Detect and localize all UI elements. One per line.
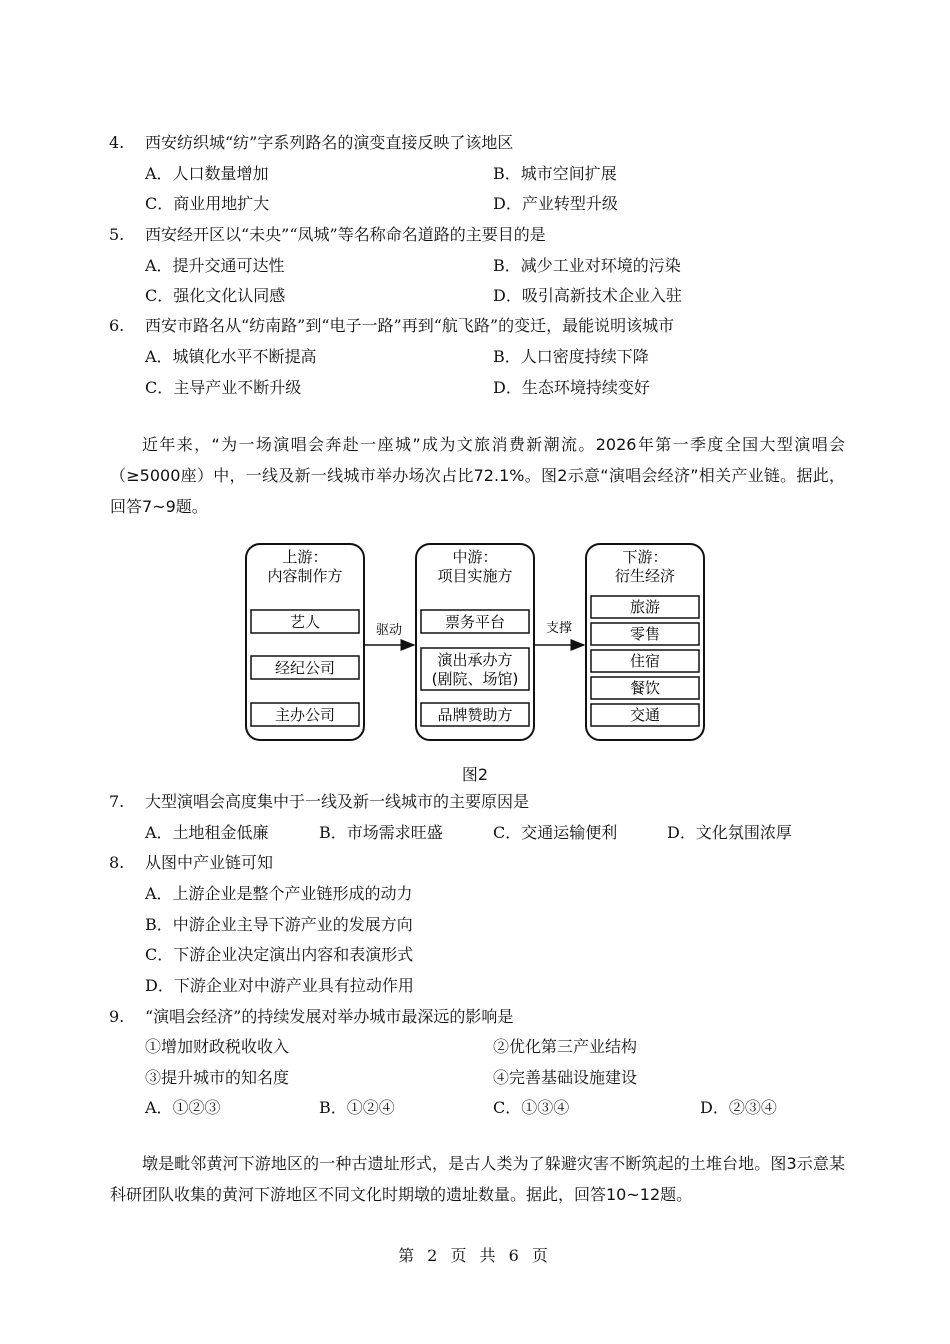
question-5-option-d: D．吸引高新技术企业入驻 bbox=[493, 286, 682, 305]
downstream-title-2: 衍生经济 bbox=[614, 567, 676, 585]
question-6-option-a: A．城镇化水平不断提高 bbox=[145, 347, 317, 366]
upstream-title-2: 内容制作方 bbox=[267, 567, 343, 585]
page-footer: 第 2 页 共 6 页 bbox=[398, 1246, 552, 1265]
midstream-column bbox=[416, 544, 534, 740]
downstream-item-lodging: 住宿 bbox=[629, 652, 661, 670]
question-4-option-c: C．商业用地扩大 bbox=[145, 194, 270, 213]
upstream-item-agency: 经纪公司 bbox=[274, 659, 336, 677]
question-4-stem: 西安纺织城“纺”字系列路名的演变直接反映了该地区 bbox=[145, 133, 514, 152]
question-9-stem: “演唱会经济”的持续发展对举办城市最深远的影响是 bbox=[145, 1007, 514, 1026]
question-7-number: 7. bbox=[109, 792, 125, 811]
downstream-item-catering: 餐饮 bbox=[629, 679, 661, 697]
figure-2-caption: 图2 bbox=[461, 765, 489, 784]
question-8-option-b: B．中游企业主导下游产业的发展方向 bbox=[145, 915, 413, 934]
question-9-option-a: A．①②③ bbox=[145, 1098, 221, 1117]
question-9-option-c: C．①③④ bbox=[493, 1098, 570, 1117]
question-6-option-d: D．生态环境持续变好 bbox=[493, 378, 650, 397]
question-4-option-b: B．城市空间扩展 bbox=[493, 164, 617, 183]
question-5-stem: 西安经开区以“未央”“凤城”等名称命名道路的主要目的是 bbox=[145, 225, 546, 244]
question-8-number: 8. bbox=[109, 853, 125, 872]
question-7-option-b: B．市场需求旺盛 bbox=[319, 823, 443, 842]
question-5-number: 5. bbox=[109, 225, 125, 244]
question-8-stem: 从图中产业链可知 bbox=[145, 853, 274, 872]
question-7-option-d: D．文化氛围浓厚 bbox=[667, 823, 792, 842]
midstream-item-contractor-note: (剧院、场馆) bbox=[431, 670, 519, 688]
question-9-option-d: D．②③④ bbox=[700, 1098, 777, 1117]
upstream-title-1: 上游： bbox=[282, 548, 328, 566]
question-4-option-a: A．人口数量增加 bbox=[145, 164, 269, 183]
upstream-column bbox=[246, 544, 364, 740]
question-9-number: 9. bbox=[109, 1007, 125, 1026]
question-9-item-3: ③提升城市的知名度 bbox=[145, 1068, 290, 1087]
downstream-item-transport: 交通 bbox=[629, 706, 661, 724]
question-6-stem: 西安市路名从“纺南路”到“电子一路”再到“航飞路”的变迁，最能说明该城市 bbox=[145, 316, 675, 335]
arrow-support-label: 支撑 bbox=[545, 621, 573, 636]
question-6-option-b: B．人口密度持续下降 bbox=[493, 347, 649, 366]
question-6-number: 6. bbox=[109, 316, 125, 335]
downstream-item-retail: 零售 bbox=[629, 625, 661, 643]
downstream-item-tourism: 旅游 bbox=[629, 598, 661, 616]
midstream-item-sponsor: 品牌赞助方 bbox=[437, 706, 513, 724]
question-7-option-c: C．交通运输便利 bbox=[493, 823, 618, 842]
question-4-number: 4. bbox=[109, 133, 125, 152]
question-6-option-c: C．主导产业不断升级 bbox=[145, 378, 302, 397]
question-8-option-d: D．下游企业对中游产业具有拉动作用 bbox=[145, 976, 414, 995]
question-4-option-d: D．产业转型升级 bbox=[493, 194, 618, 213]
downstream-column bbox=[586, 544, 704, 740]
midstream-title-2: 项目实施方 bbox=[437, 567, 513, 585]
question-5-option-b: B．减少工业对环境的污染 bbox=[493, 256, 681, 275]
upstream-item-artist: 艺人 bbox=[289, 613, 321, 631]
question-9-item-4: ④完善基础设施建设 bbox=[493, 1068, 638, 1087]
midstream-title-1: 中游： bbox=[452, 548, 498, 566]
question-7-stem: 大型演唱会高度集中于一线及新一线城市的主要原因是 bbox=[145, 792, 530, 811]
upstream-item-organizer: 主办公司 bbox=[274, 706, 336, 724]
downstream-title-1: 下游： bbox=[622, 548, 668, 566]
question-7-option-a: A．土地租金低廉 bbox=[145, 823, 269, 842]
question-9-item-1: ①增加财政税收收入 bbox=[145, 1037, 290, 1056]
concert-intro-paragraph: 近年来，“为一场演唱会奔赴一座城”成为文旅消费新潮流。2026年第一季度全国大型演唱会（≥5000座）中，一线及新一线城市举办场次占比72.1%。图2示意“演唱会经济”相关产业链。据此，回答7~9题。 bbox=[110, 435, 845, 516]
dui-intro-paragraph: 墩是毗邻黄河下游地区的一种古遗址形式，是古人类为了躲避灾害不断筑起的土堆台地。图3示意某科研团队收集的黄河下游地区不同文化时期墩的遗址数量。据此，回答10~12题。 bbox=[110, 1154, 845, 1204]
question-5-option-a: A．提升交通可达性 bbox=[145, 256, 285, 275]
question-9-option-b: B．①②④ bbox=[319, 1098, 395, 1117]
question-8-option-c: C．下游企业决定演出内容和表演形式 bbox=[145, 945, 414, 964]
question-8-option-a: A．上游企业是整个产业链形成的动力 bbox=[145, 884, 413, 903]
midstream-item-contractor: 演出承办方 bbox=[437, 651, 513, 669]
question-5-option-c: C．强化文化认同感 bbox=[145, 286, 286, 305]
question-9-item-2: ②优化第三产业结构 bbox=[493, 1037, 638, 1056]
midstream-item-ticketing: 票务平台 bbox=[444, 613, 506, 631]
arrow-drive-label: 驱动 bbox=[375, 623, 403, 638]
